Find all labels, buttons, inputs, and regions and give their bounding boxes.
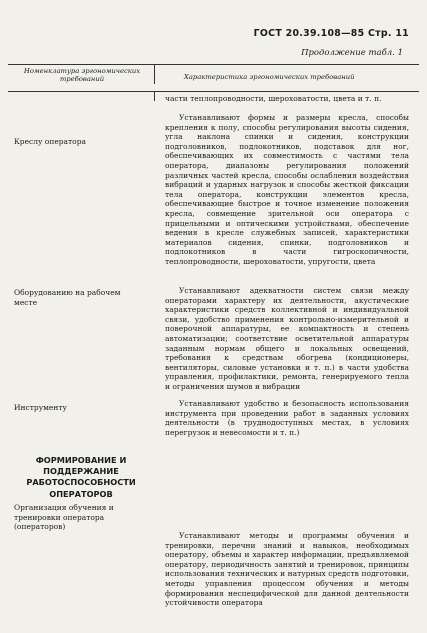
row-4-right: Устанавливают методы и программы обучения и тренировки, перечни знаний и навыков, необходимых оператору, объемы и характер информации, предъявляемой оператору, периодичность занятий и тренировок, принципы использования технических и натурных средств подготовки, методы управления процессом обучения и методы формирования неспецифической для данной деятельности устойчивости оператора: [165, 531, 409, 608]
table-column-divider-body: [154, 91, 155, 101]
row-3-left: Инструменту: [14, 403, 67, 412]
row-4-left: Организация обучения и тренировки оператора (операторов): [14, 503, 114, 532]
row-1-right: Устанавливают формы и размеры кресла, способы крепления к полу, способы регулирования высоты сидения, угла наклона спинки и сидения, конструкции подголовников, подлокотников, подставок для ног, обеспечивающих их совместимость с частями тела оператора, диапазоны регулирования положений различных частей кресла, способы ослабления воздействия вибраций и ударных нагрузок и способы жесткой фиксации тела оператора, конструкции элементов кресла, обеспечивающие быстрое и точное изменение положения кресла, совмещение зрительной оси оператора с прицельными и оптическими устройствами, обеспечение ведения в кресле служебных записей, характеристики материалов сидения, спинки, подголовников и подлокотников в части гигроскопичности, теплопроводности, шероховатости, упругости, цвета: [165, 113, 409, 266]
table-header-rule: [8, 91, 419, 92]
row-2-left: Оборудованию на рабочем месте: [14, 288, 121, 307]
standard-header: ГОСТ 20.39.108—85 Стр. 11: [253, 28, 409, 39]
col1-header: Номенклатура эргономических требований: [23, 67, 141, 84]
row-2-right: Устанавливают адекватности систем связи между операторами характеру их деятельности, акустические характеристики средств коллективной и индивидуальной связи, удобство применения контрольно-измерительной и поверочной аппаратуры, ее компактность и степень автоматизации; соответствие осветительной аппаратуры заданным нормам общего и локальных освещений, требования к средствам обогрева (кондиционеры, вентиляторы, силовые установки и т. п.) в части удобства управления, профилактики, ремонта, генерируемого тепла и ограничения шумов и вибрации: [165, 286, 409, 391]
continuation-label: Продолжение табл. 1: [301, 48, 403, 58]
row-0-right: части теплопроводности, шероховатости, цвета и т. п.: [165, 94, 382, 103]
col2-header: Характеристика эргономических требований: [184, 73, 355, 81]
row-1-left: Креслу оператора: [14, 137, 86, 146]
row-3-right: Устанавливают удобство и безопасность использования инструмента при проведении работ в заданных условиях деятельности (в труднодоступных местах, в условиях перегрузок и невесомости и т. п.): [165, 399, 409, 437]
table-column-divider: [154, 64, 155, 84]
section-title: ФОРМИРОВАНИЕ И ПОДДЕРЖАНИЕ РАБОТОСПОСОБНОСТИ ОПЕРАТОРОВ: [26, 455, 136, 499]
table-top-rule: [8, 64, 419, 65]
